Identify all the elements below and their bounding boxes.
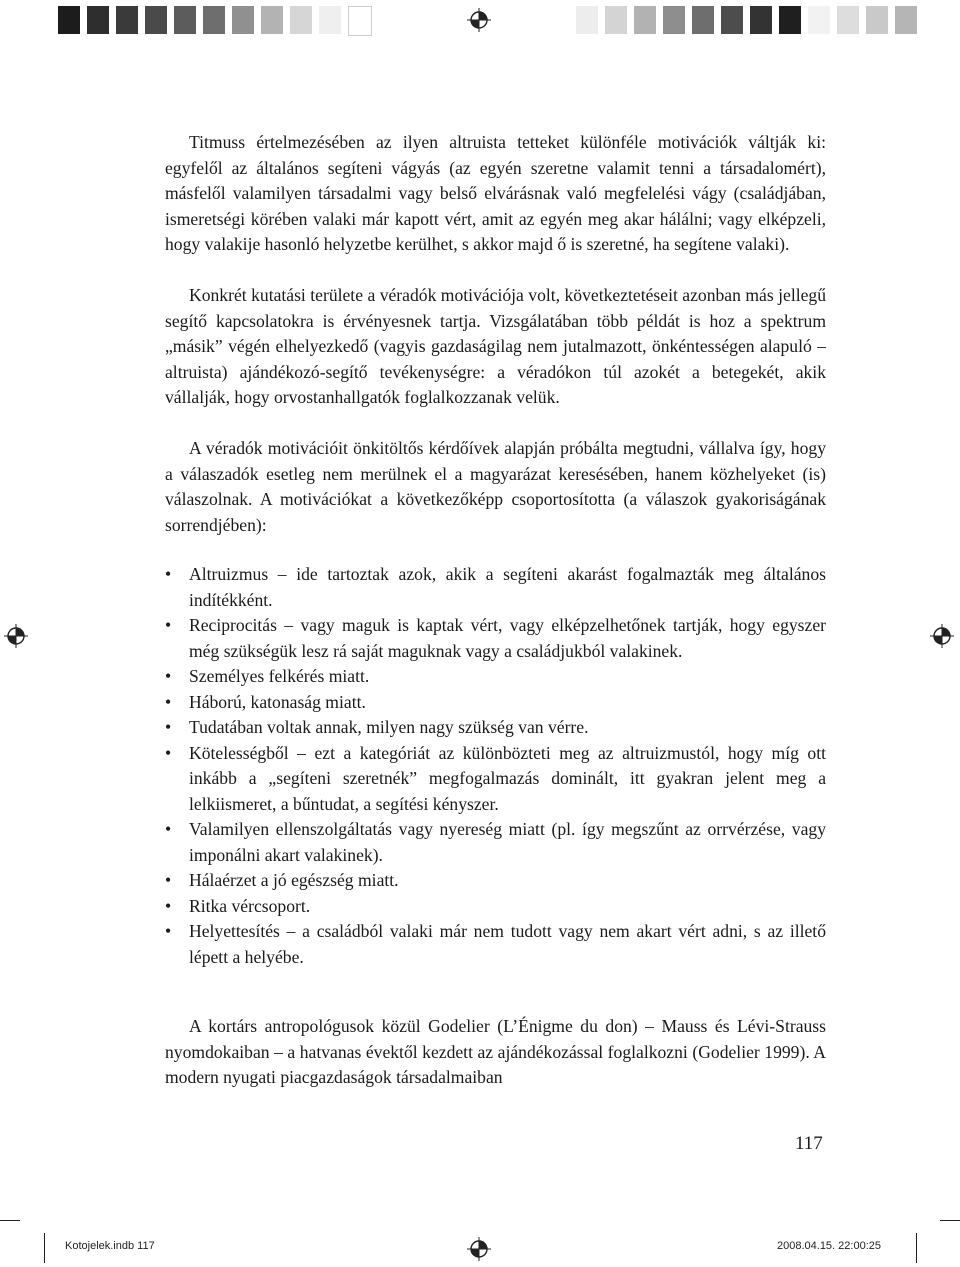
color-swatch <box>663 6 685 34</box>
body-paragraph: Titmuss értelmezésében az ilyen altruista tetteket különféle motivációk váltják ki: egyfelől az általános segíteni vágyás (az egyén szeretne valamit tenni a társadalomért), másfelől valamilyen társadalmi vagy belső elvárásnak való megfelelési vágy (családjában, ismeretségi körében valaki már kapott vért, amit az egyén meg akar hálálni; vagy elképzeli, hogy valakije hasonló helyzetbe kerülhet, s akkor majd ő is szeretné, ha segítene valaki). <box>165 132 826 254</box>
color-swatch <box>203 6 225 34</box>
color-swatch <box>174 6 196 34</box>
color-swatch <box>808 6 830 34</box>
page-number: 117 <box>795 1133 823 1154</box>
color-swatch <box>145 6 167 34</box>
bullet-icon: • <box>165 615 172 635</box>
registration-mark-top-icon <box>467 8 491 32</box>
list-item <box>165 715 826 741</box>
list-item-text: Kötelességből – ezt a kategóriát az különbözteti meg az altruizmustól, hogy míg ott inkább a „segíteni szeretnék” megfogalmazás dominált, itt gyakran jelent meg a lelkiismeret, a bűntudat, a segítési kényszer. <box>189 742 826 814</box>
crop-mark <box>44 1233 45 1263</box>
crop-mark <box>940 1220 960 1221</box>
list-item <box>165 919 826 970</box>
color-swatch <box>290 6 312 34</box>
list-item-text: Hálaérzet a jó egészség miatt. <box>189 870 399 890</box>
list-item <box>165 868 826 894</box>
bullet-icon: • <box>165 921 172 941</box>
printer-slug-date: 2008.04.15. 22:00:25 <box>777 1240 881 1252</box>
color-swatch <box>721 6 743 34</box>
bullet-icon: • <box>165 870 172 890</box>
bullet-icon: • <box>165 691 172 712</box>
list-item-text: Ritka vércsoport. <box>189 895 311 916</box>
color-swatch <box>576 6 598 34</box>
list-item <box>165 613 826 664</box>
color-swatch <box>692 6 714 34</box>
crop-mark <box>0 1220 20 1221</box>
list-item-text: Személyes felkérés miatt. <box>189 666 370 686</box>
color-swatch <box>116 6 138 34</box>
color-swatch <box>779 6 801 34</box>
list-item <box>165 664 826 690</box>
bullet-icon: • <box>165 895 172 916</box>
bullet-icon: • <box>165 742 172 763</box>
color-swatch <box>605 6 627 34</box>
color-swatch <box>261 6 283 34</box>
color-swatch <box>87 6 109 34</box>
list-item-text: Valamilyen ellenszolgáltatás vagy nyereség miatt (pl. így megszűnt az orrvérzése, vagy imponálni akart valakinek). <box>189 819 826 865</box>
color-swatch <box>895 6 917 34</box>
crop-mark <box>916 1233 917 1263</box>
bullet-icon: • <box>165 564 172 584</box>
color-swatch <box>58 6 80 34</box>
color-calibration-bar-right <box>576 6 924 34</box>
list-item-text: Háború, katonaság miatt. <box>189 691 366 712</box>
list-item <box>165 817 826 868</box>
list-item <box>165 690 826 716</box>
list-item-text: Helyettesítés – a családból valaki már nem tudott vagy nem akart vért adni, s az illető lépett a helyébe. <box>189 921 826 967</box>
list-item-text: Reciprocitás – vagy maguk is kaptak vért, vagy elképzelhetőnek tartják, hogy egyszer még szükségük lesz rá saját maguknak vagy a családjukból valakinek. <box>189 615 826 661</box>
color-swatch <box>866 6 888 34</box>
list-item-text: Altruizmus – ide tartoztak azok, akik a segíteni akarást fogalmazták meg általános indítékként. <box>189 564 826 610</box>
registration-mark-bottom-icon <box>467 1237 491 1261</box>
bullet-icon: • <box>165 819 172 839</box>
color-swatch <box>319 6 341 34</box>
color-swatch <box>634 6 656 34</box>
list-item-text: Tudatában voltak annak, milyen nagy szükség van vérre. <box>189 717 589 737</box>
color-swatch <box>232 6 254 34</box>
color-swatch <box>837 6 859 34</box>
color-calibration-bar-left <box>58 6 379 34</box>
bullet-icon: • <box>165 717 172 737</box>
list-item <box>165 894 826 920</box>
list-item <box>165 562 826 613</box>
list-item <box>165 741 826 818</box>
registration-mark-left-icon <box>4 624 28 648</box>
printer-slug-file: Kotojelek.indb 117 <box>65 1240 155 1252</box>
bullet-icon: • <box>165 666 172 686</box>
body-paragraph: Konkrét kutatási területe a véradók motivációja volt, következtetéseit azonban más jellegű segítő kapcsolatokra is érvényesnek tartja. Vizsgálatában több példát is hoz a spektrum „másik” végén elhelyezkedő (vagyis gazdaságilag nem jutalmazott, önkéntességen alapuló – altruista) ajándékozó-segítő tevékenységre: a véradókon túl azokét a betegekét, akik vállalják, hogy orvostanhallgatók foglalkozzanak velük. <box>165 285 826 407</box>
motivation-bullet-list <box>165 562 826 970</box>
registration-mark-right-icon <box>930 624 954 648</box>
body-paragraph: A véradók motivációit önkitöltős kérdőívek alapján próbálta megtudni, vállalva így, hogy a válaszadók esetleg nem merülnek el a magyarázat keresésében, hanem közhelyeket (is) válaszolnak. A motivációkat a következőképp csoportosította (a válaszok gyakoriságának sorrendjében): <box>165 438 826 535</box>
color-swatch <box>750 6 772 34</box>
body-paragraph: A kortárs antropológusok közül Godelier (L’Énigme du don) – Mauss és Lévi-Strauss nyomdokaiban – a hatvanas évektől kezdett az ajándékozással foglalkozni (Godelier 1999). A modern nyugati piacgazdaságok társadalmaiban <box>165 1016 826 1087</box>
color-swatch <box>348 6 372 36</box>
